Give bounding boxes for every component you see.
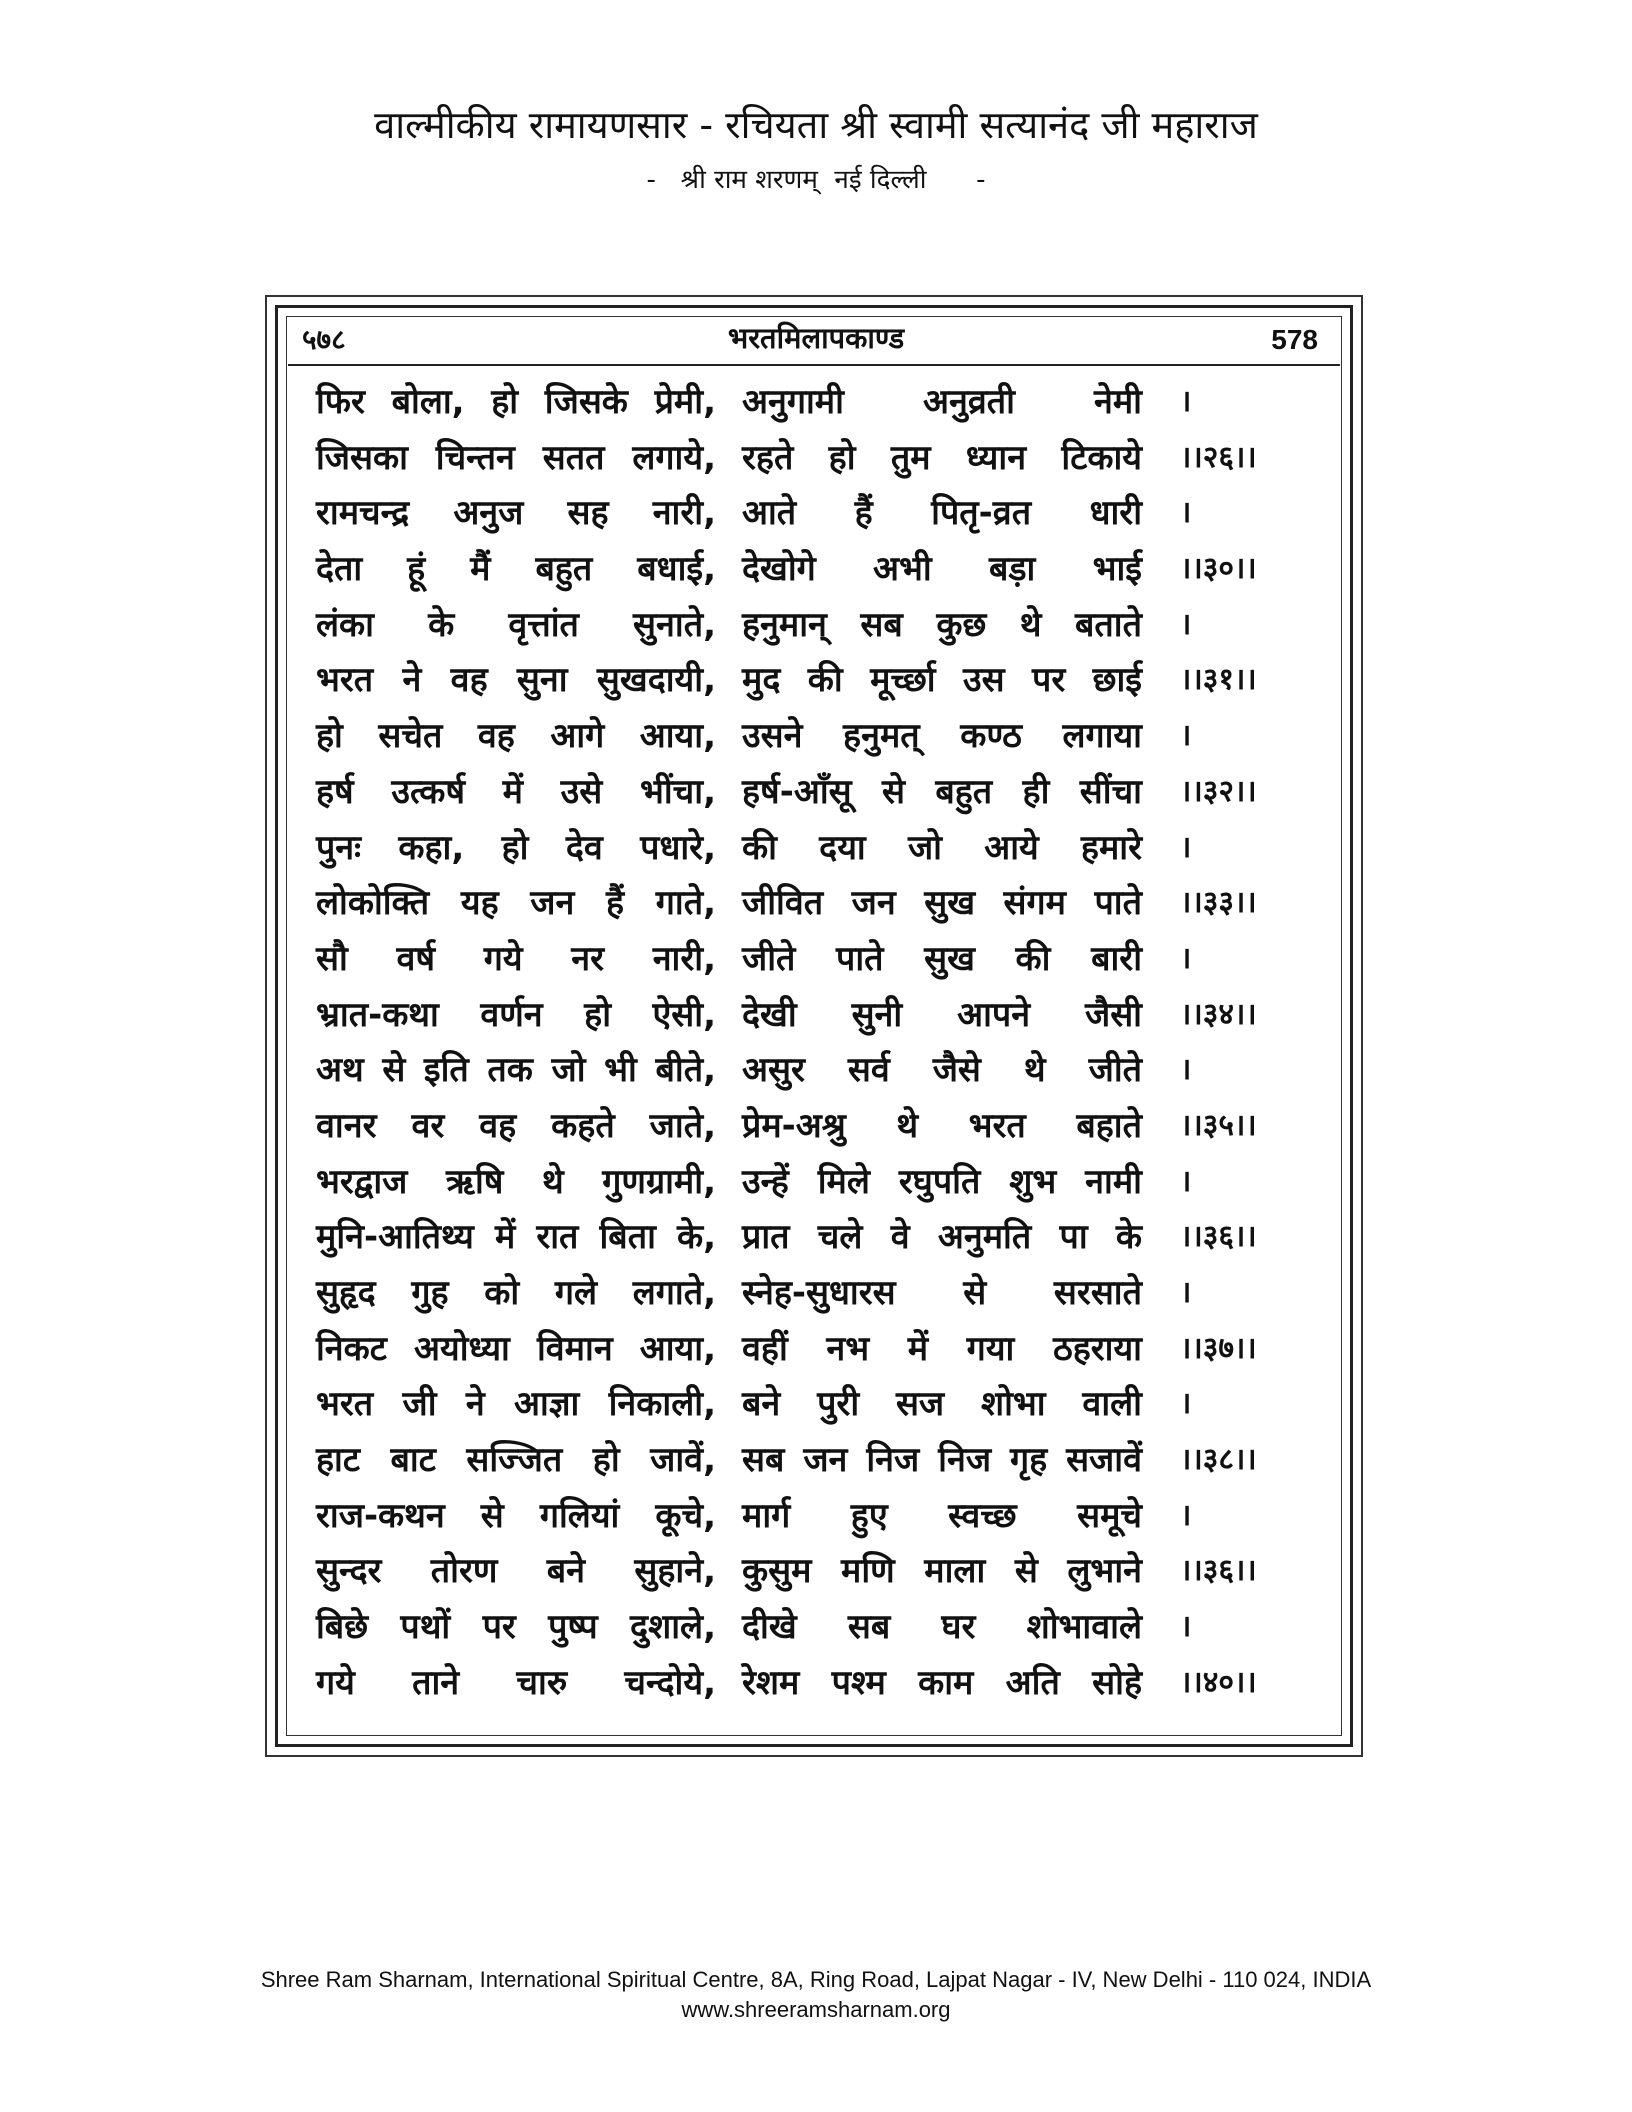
verse-row bbox=[0, 652, 1632, 708]
verse-list bbox=[0, 374, 1632, 1711]
verse-right-half: रेशम पश्म काम अति सोहे bbox=[742, 1662, 1142, 1703]
verse-left-half: भ्रात-कथा वर्णन हो ऐसी, bbox=[316, 994, 716, 1035]
verse-mark: । bbox=[1180, 1275, 1192, 1310]
verse-right-half: हनुमान् सब कुछ थे बताते bbox=[742, 604, 1142, 645]
verse-mark: । bbox=[1180, 1052, 1192, 1088]
verse-left-half: लोकोक्ति यह जन हैं गाते, bbox=[316, 883, 716, 924]
page-number-devanagari: ५७८ bbox=[302, 323, 346, 356]
verse-row bbox=[0, 820, 1632, 876]
verse-mark: । bbox=[1180, 495, 1192, 531]
verse-right-half: असुर सर्व जैसे थे जीते bbox=[742, 1050, 1142, 1091]
verse-left-half: निकट अयोध्या विमान आया, bbox=[316, 1328, 716, 1369]
verse-row bbox=[0, 1209, 1632, 1265]
verse-left-half: पुनः कहा, हो देव पधारे, bbox=[316, 827, 716, 868]
verse-mark: ।।३४।। bbox=[1180, 996, 1257, 1032]
verse-row bbox=[0, 875, 1632, 931]
verse-row bbox=[0, 764, 1632, 820]
document-title: वाल्मीकीय रामायणसार - रचियता श्री स्वामी सत्यानंद जी महाराज bbox=[374, 103, 1258, 147]
verse-right-half: रहते हो तुम ध्यान टिकाये bbox=[742, 437, 1142, 478]
verse-row bbox=[0, 1154, 1632, 1210]
verse-row bbox=[0, 1432, 1632, 1488]
verse-row bbox=[0, 1543, 1632, 1599]
verse-mark: । bbox=[1180, 606, 1192, 642]
verse-right-half: कुसुम मणि माला से लुभाने bbox=[742, 1551, 1142, 1592]
footer-website[interactable]: www.shreeramsharnam.org bbox=[681, 1997, 951, 2022]
verse-row bbox=[0, 374, 1632, 430]
verse-row bbox=[0, 430, 1632, 486]
verse-mark: । bbox=[1180, 384, 1192, 419]
verse-left-half: राज-कथन से गलियां कूचे, bbox=[316, 1495, 716, 1536]
verse-row bbox=[0, 1376, 1632, 1432]
verse-left-half: फिर बोला, हो जिसके प्रेमी, bbox=[316, 382, 716, 422]
verse-right-half: जीते पाते सुख की बारी bbox=[742, 938, 1142, 979]
verse-mark: । bbox=[1180, 829, 1192, 865]
verse-right-half: मुद की मूर्च्छा उस पर छाई bbox=[742, 660, 1142, 701]
verse-right-half: बने पुरी सज शोभा वाली bbox=[742, 1384, 1142, 1425]
verse-mark: ।।३८।। bbox=[1180, 1442, 1257, 1478]
verse-right-half: उसने हनुमत् कण्ठ लगाया bbox=[742, 716, 1142, 757]
verse-right-half: अनुगामी अनुव्रती नेमी bbox=[742, 382, 1142, 422]
verse-mark: । bbox=[1180, 1163, 1192, 1199]
verse-mark: । bbox=[1180, 940, 1192, 976]
verse-left-half: रामचन्द्र अनुज सह नारी, bbox=[316, 493, 716, 534]
verse-row bbox=[0, 1488, 1632, 1544]
verse-left-half: मुनि-आतिथ्य में रात बिता के, bbox=[316, 1217, 716, 1258]
verse-row bbox=[0, 1098, 1632, 1154]
verse-left-half: जिसका चिन्तन सतत लगाये, bbox=[316, 437, 716, 478]
verse-mark: ।।३७।। bbox=[1180, 1330, 1257, 1366]
document-subtitle: - श्री राम शरणम् नई दिल्ली - bbox=[646, 165, 986, 195]
verse-left-half: हो सचेत वह आगे आया, bbox=[316, 716, 716, 757]
verse-mark: । bbox=[1180, 1386, 1192, 1422]
verse-left-half: सौ वर्ष गये नर नारी, bbox=[316, 938, 716, 979]
verse-row bbox=[0, 541, 1632, 597]
verse-row bbox=[0, 987, 1632, 1043]
verse-row bbox=[0, 1599, 1632, 1655]
verse-row bbox=[0, 1655, 1632, 1711]
verse-right-half: प्रात चले वे अनुमति पा के bbox=[742, 1217, 1142, 1258]
verse-mark: ।।३१।। bbox=[1180, 662, 1257, 698]
verse-mark: ।।३०।। bbox=[1180, 551, 1257, 587]
verse-left-half: वानर वर वह कहते जाते, bbox=[316, 1105, 716, 1146]
verse-left-half: हर्ष उत्कर्ष में उसे भींचा, bbox=[316, 771, 716, 812]
verse-left-half: गये ताने चारु चन्दोये, bbox=[316, 1662, 716, 1703]
verse-left-half: बिछे पथों पर पुष्प दुशाले, bbox=[316, 1607, 716, 1648]
verse-mark: । bbox=[1180, 718, 1192, 754]
verse-right-half: वहीं नभ में गया ठहराया bbox=[742, 1328, 1142, 1369]
verse-mark: ।।३२।। bbox=[1180, 773, 1257, 809]
verse-mark: ।।४०।। bbox=[1180, 1664, 1257, 1700]
verse-row bbox=[0, 1265, 1632, 1321]
footer-address: Shree Ram Sharnam, International Spiritual Centre, 8A, Ring Road, Lajpat Nagar - IV, New Delhi - 110 024, INDIA bbox=[260, 1967, 1372, 1992]
verse-left-half: लंका के वृत्तांत सुनाते, bbox=[316, 604, 716, 645]
verse-right-half: प्रेम-अश्रु थे भरत बहाते bbox=[742, 1105, 1142, 1146]
verse-right-half: सब जन निज निज गृह सजावें bbox=[742, 1440, 1142, 1481]
section-title: भरतमिलापकाण्ड bbox=[727, 321, 905, 355]
verse-mark: ।।३६।। bbox=[1180, 1219, 1257, 1255]
verse-right-half: मार्ग हुए स्वच्छ समूचे bbox=[742, 1495, 1142, 1536]
verse-row bbox=[0, 1321, 1632, 1377]
verse-left-half: अथ से इति तक जो भी बीते, bbox=[316, 1050, 716, 1091]
verse-row bbox=[0, 931, 1632, 987]
page-number: 578 bbox=[1271, 324, 1318, 355]
verse-row bbox=[0, 485, 1632, 541]
verse-right-half: की दया जो आये हमारे bbox=[742, 827, 1142, 868]
verse-right-half: स्नेह-सुधारस से सरसाते bbox=[742, 1273, 1142, 1313]
verse-right-half: दीखे सब घर शोभावाले bbox=[742, 1607, 1142, 1648]
verse-right-half: जीवित जन सुख संगम पाते bbox=[742, 883, 1142, 924]
verse-right-half: हर्ष-आँसू से बहुत ही सींचा bbox=[742, 771, 1142, 812]
verse-right-half: देखी सुनी आपने जैसी bbox=[742, 994, 1142, 1035]
verse-left-half: भरद्वाज ऋषि थे गुणग्रामी, bbox=[316, 1161, 716, 1202]
verse-right-half: देखोगे अभी बड़ा भाई bbox=[742, 549, 1142, 590]
verse-row bbox=[0, 708, 1632, 764]
header-divider bbox=[288, 364, 1340, 366]
verse-row bbox=[0, 597, 1632, 653]
verse-mark: । bbox=[1180, 1609, 1192, 1645]
verse-left-half: भरत ने वह सुना सुखदायी, bbox=[316, 660, 716, 701]
verse-right-half: आते हैं पितृ-व्रत धारी bbox=[742, 493, 1142, 534]
verse-row bbox=[0, 1042, 1632, 1098]
verse-left-half: देता हूं मैं बहुत बधाई, bbox=[316, 549, 716, 590]
verse-left-half: सुन्दर तोरण बने सुहाने, bbox=[316, 1551, 716, 1592]
verse-mark: । bbox=[1180, 1497, 1192, 1533]
verse-mark: ।।३६।। bbox=[1180, 1553, 1257, 1589]
verse-right-half: उन्हें मिले रघुपति शुभ नामी bbox=[742, 1161, 1142, 1202]
verse-mark: ।।३५।। bbox=[1180, 1107, 1257, 1143]
verse-left-half: भरत जी ने आज्ञा निकाली, bbox=[316, 1384, 716, 1425]
verse-left-half: सुहृद गुह को गले लगाते, bbox=[316, 1273, 716, 1313]
verse-mark: ।।२६।। bbox=[1180, 439, 1257, 475]
verse-left-half: हाट बाट सज्जित हो जावें, bbox=[316, 1440, 716, 1481]
verse-mark: ।।३३।। bbox=[1180, 885, 1257, 921]
